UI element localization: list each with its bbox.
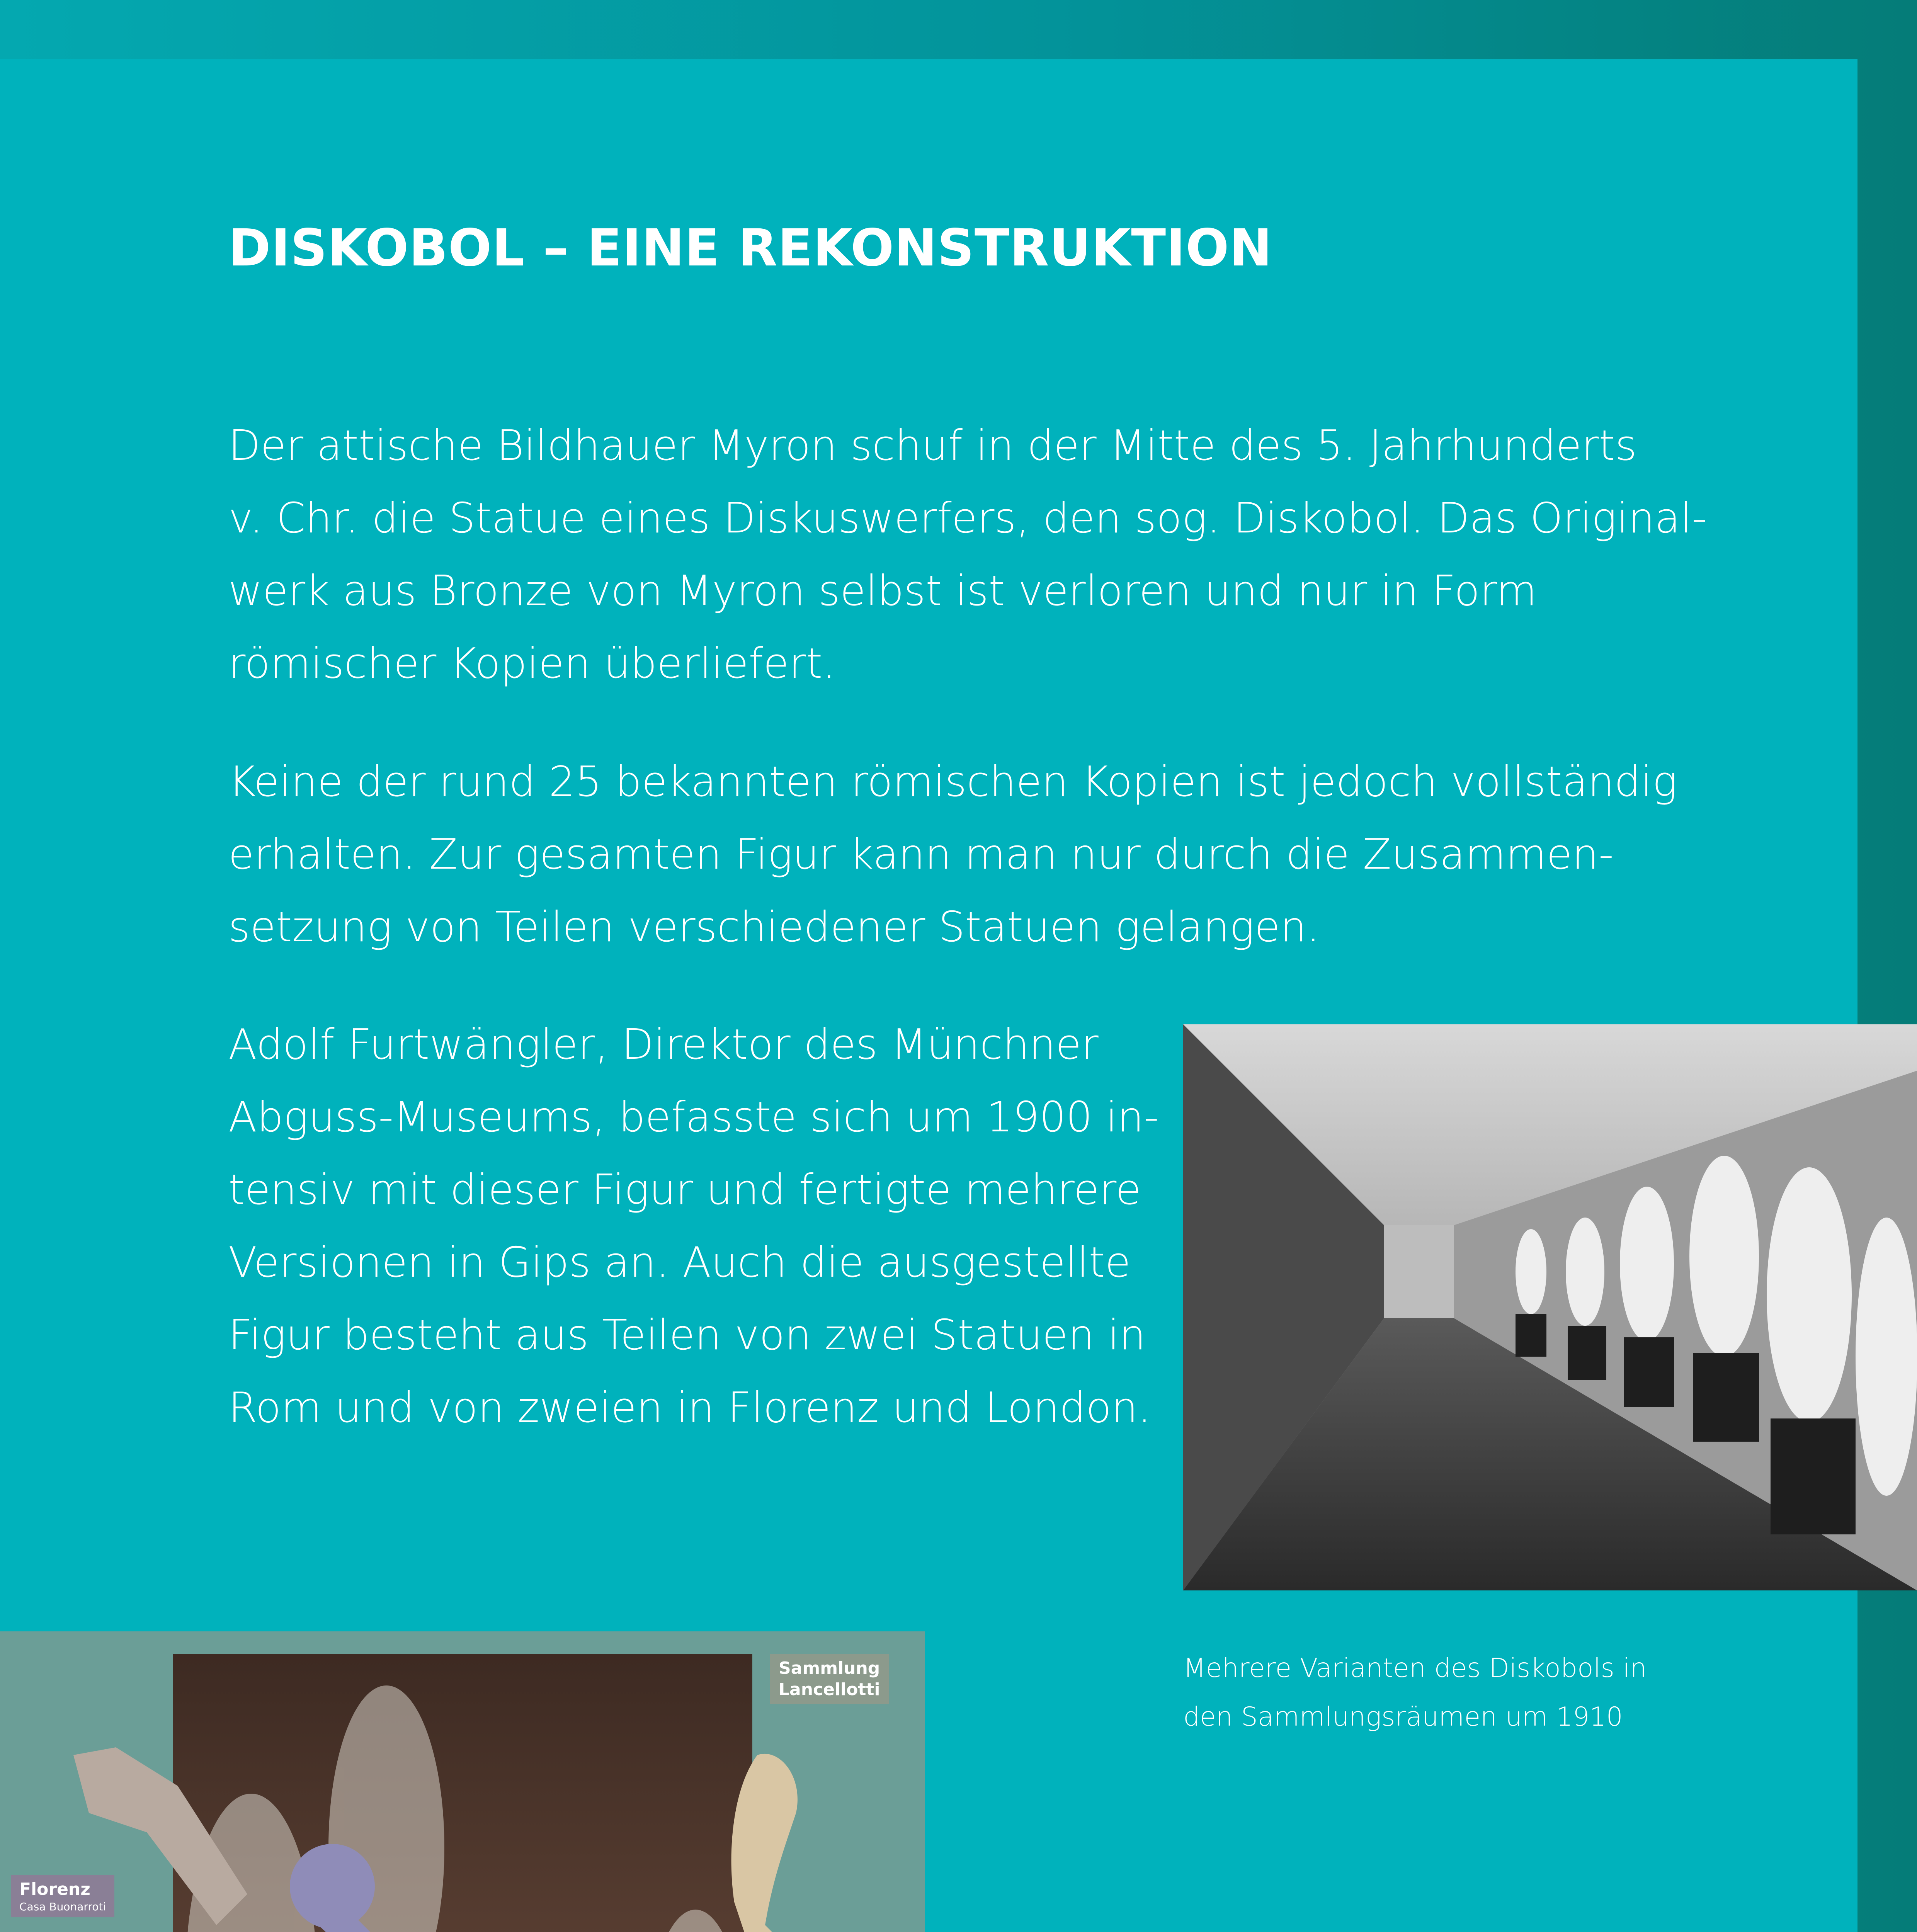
paragraph-line: Der attische Bildhauer Myron schuf in der Mitte des 5. Jahrhunderts (228, 422, 1637, 470)
gallery-photo-caption (1183, 1644, 1647, 1742)
paragraph-furtwaengler (228, 1009, 1159, 1444)
paragraph-line: Figur besteht aus Teilen von zwei Statuen in (228, 1311, 1146, 1359)
paragraph-line: tensiv mit dieser Figur und fertigte mehrere (228, 1166, 1141, 1214)
paragraph-line: Abguss-Museums, befasste sich um 1900 in- (228, 1093, 1159, 1141)
label-florenz-title: Florenz (19, 1879, 90, 1899)
gallery-photo (1183, 1024, 1917, 1590)
label-florenz-subtitle: Casa Buonarroti (19, 1900, 106, 1913)
label-lancellotti: Sammlung Lancellotti (770, 1654, 889, 1704)
paragraph-intro (228, 410, 1707, 700)
paragraph-line: erhalten. Zur gesamten Figur kann man nur durch die Zusammen- (228, 830, 1614, 879)
paragraph-line: Rom und von zweien in Florenz und London. (228, 1384, 1151, 1432)
paragraph-line: setzung von Teilen verschiedener Statuen gelangen. (228, 903, 1320, 951)
paragraph-copies (228, 746, 1677, 964)
side-statues (58, 1747, 856, 1932)
discus (290, 1844, 375, 1929)
paragraph-line: Adolf Furtwängler, Direktor des Münchner (228, 1020, 1099, 1069)
gallery-photo-illustration (1183, 1024, 1917, 1590)
reconstruction-composite (0, 1631, 925, 1932)
label-florenz (11, 1875, 114, 1917)
paragraph-line: Versionen in Gips an. Auch die ausgestellte (228, 1238, 1131, 1287)
paragraph-line: römischer Kopien überliefert. (228, 639, 836, 688)
paragraph-line: werk aus Bronze von Myron selbst ist verloren und nur in Form (228, 567, 1537, 615)
caption-line: den Sammlungsräumen um 1910 (1183, 1702, 1623, 1732)
paragraph-line: Keine der rund 25 bekannten römischen Kopien ist jedoch vollständig (228, 758, 1677, 806)
paragraph-line: v. Chr. die Statue eines Diskuswerfers, den sog. Diskobol. Das Original- (228, 494, 1707, 543)
caption-line: Mehrere Varianten des Diskobols in (1183, 1653, 1647, 1684)
page-title: DISKOBOL – EINE REKONSTRUKTION (228, 218, 1272, 278)
